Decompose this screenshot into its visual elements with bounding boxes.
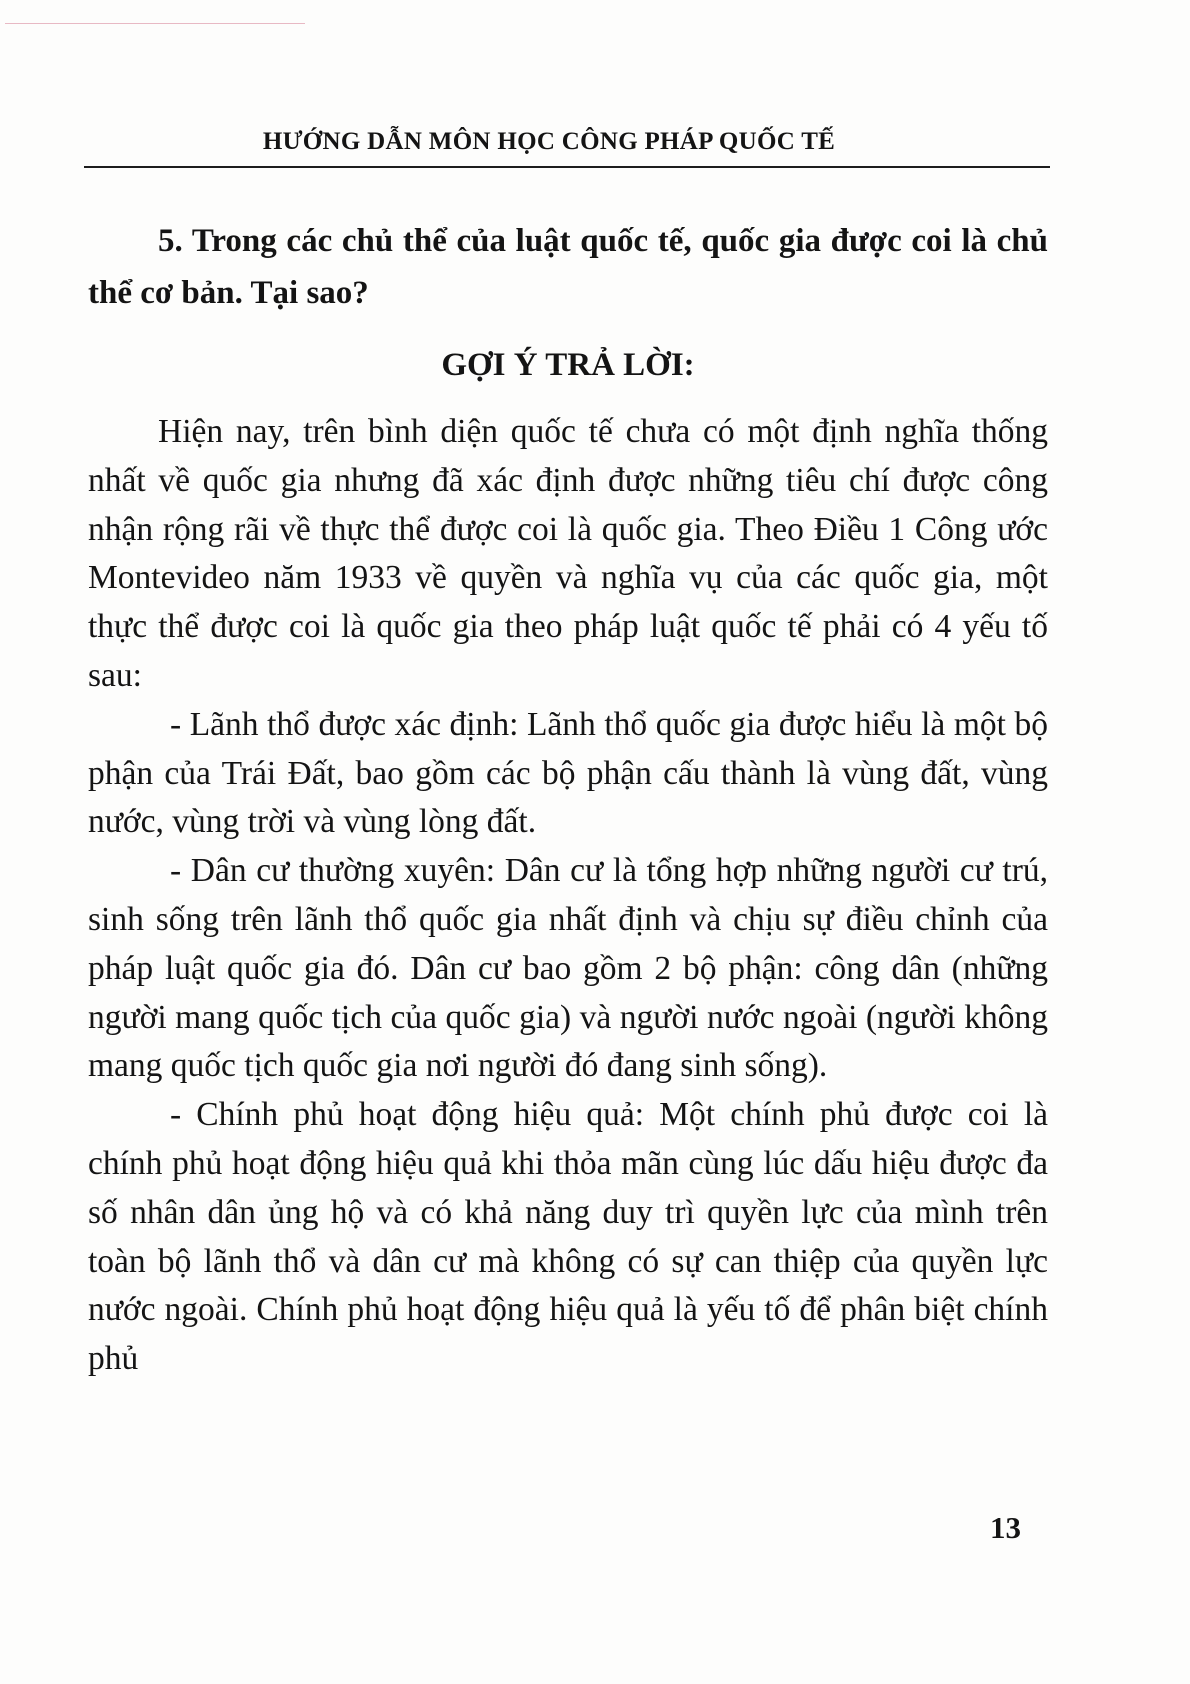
- paragraph-intro: Hiện nay, trên bình diện quốc tế chưa có một định nghĩa thống nhất về quốc gia nhưng đã xác định được những tiêu chí được công nhận rộng rãi về thực thể được coi là quốc gia. Theo Điều 1 Công ước Montevideo năm 1933 về quyền và nghĩa vụ của các quốc gia, một thực thể được coi là quốc gia theo pháp luật quốc tế phải có 4 yếu tố sau:: [88, 413, 1048, 694]
- scan-edge-mark: [5, 23, 305, 24]
- running-header: [84, 128, 1050, 156]
- header-rule: [84, 166, 1050, 168]
- paragraph-government: - Chính phủ hoạt động hiệu quả: Một chính phủ được coi là chính phủ hoạt động hiệu quả khi thỏa mãn cùng lúc dấu hiệu được đa số nhân dân ủng hộ và có khả năng duy trì quyền lực của mình trên toàn bộ lãnh thổ và dân cư mà không có sự can thiệp của quyền lực nước ngoài. Chính phủ hoạt động hiệu quả là yếu tố để phân biệt chính phủ: [88, 1096, 1048, 1378]
- page-number: 13: [990, 1510, 1021, 1545]
- paragraph-population: - Dân cư thường xuyên: Dân cư là tổng hợp những người cư trú, sinh sống trên lãnh thổ quốc gia nhất định và chịu sự điều chỉnh của pháp luật quốc gia đó. Dân cư bao gồm 2 bộ phận: công dân (những người mang quốc tịch của quốc gia) và người nước ngoài (người không mang quốc tịch quốc gia nơi người đó đang sinh sống).: [88, 852, 1048, 1085]
- question-text: Trong các chủ thể của luật quốc tế, quốc gia được coi là chủ thể cơ bản. Tại sao?: [88, 223, 1048, 311]
- question-block: [88, 215, 1048, 319]
- answer-heading: GỢI Ý TRẢ LỜI:: [441, 347, 695, 383]
- question-number: 5.: [158, 223, 183, 259]
- running-header-title: HƯỚNG DẪN MÔN HỌC CÔNG PHÁP QUỐC TẾ: [262, 128, 836, 155]
- paragraph-territory: - Lãnh thổ được xác định: Lãnh thổ quốc gia được hiểu là một bộ phận của Trái Đất, bao gồm các bộ phận cấu thành là vùng đất, vùng nước, vùng trời và vùng lòng đất.: [88, 705, 1048, 841]
- answer-body: [88, 408, 1048, 1384]
